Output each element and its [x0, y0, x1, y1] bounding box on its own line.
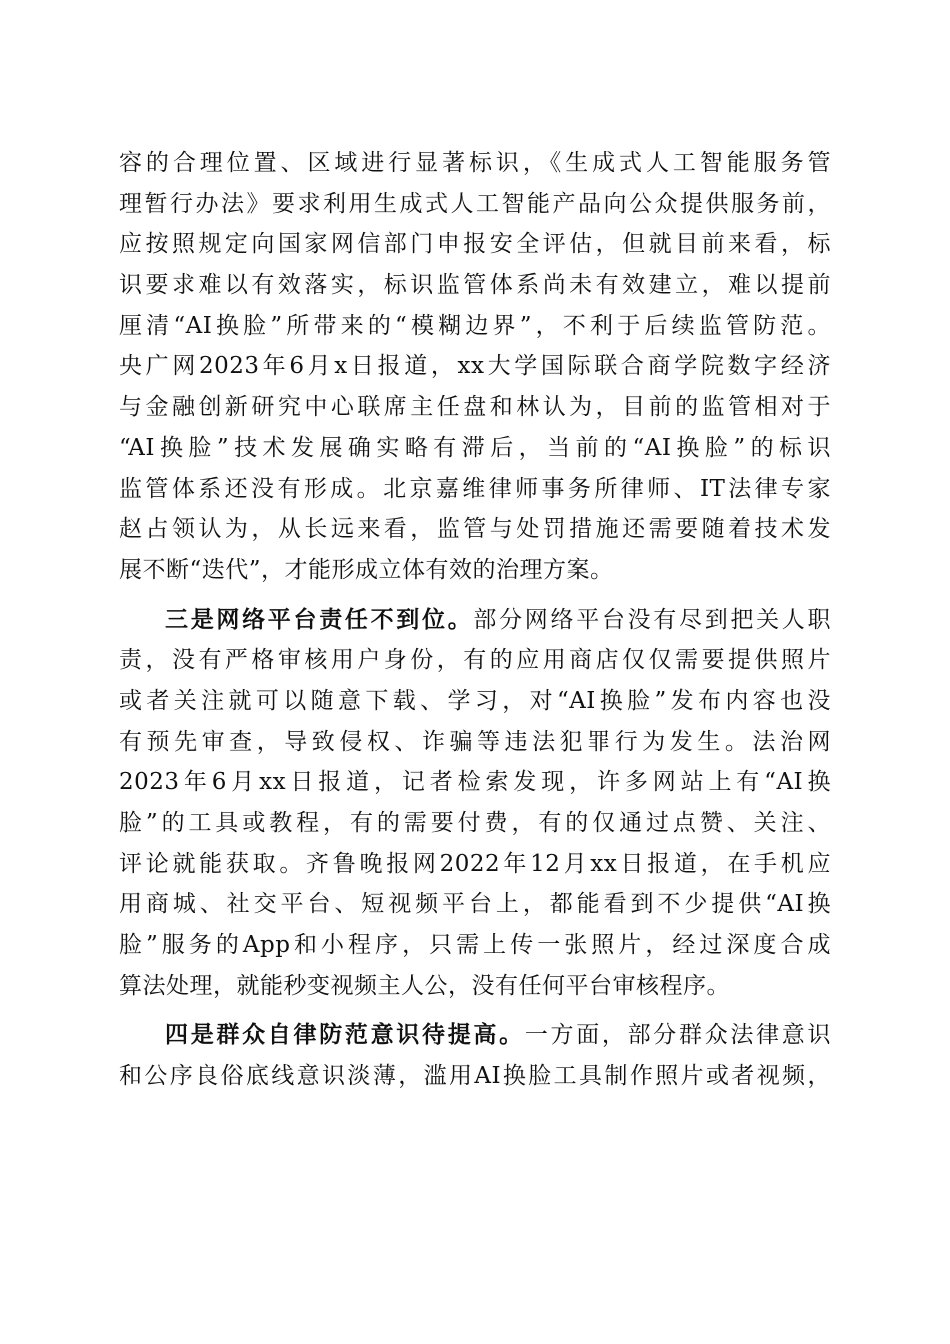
- paragraph-gap: [119, 1006, 831, 1015]
- text-line: 2023年6月xx日报道，记者检索发现，许多网站上有“AI换: [119, 769, 831, 796]
- text-line: 监管体系还没有形成。北京嘉维律师事务所律师、IT法律专家: [119, 475, 831, 502]
- text-line: 脸”服务的App和小程序，只需上传一张照片，经过深度合成: [119, 932, 831, 959]
- text-span: 一方面，部分群众法律意识: [524, 1022, 832, 1049]
- text-line: 或者关注就可以随意下载、学习，对“AI换脸”发布内容也没: [119, 687, 831, 714]
- text-line: 责，没有严格审核用户身份，有的应用商店仅仅需要提供照片: [119, 647, 831, 674]
- text-line: 评论就能获取。齐鲁晚报网2022年12月xx日报道，在手机应: [119, 850, 831, 877]
- paragraph-gap: [119, 591, 831, 600]
- text-line: 容的合理位置、区域进行显著标识，《生成式人工智能服务管: [119, 150, 831, 176]
- text-line: 赵占领认为，从长远来看，监管与处罚措施还需要随着技术发: [119, 516, 831, 543]
- text-line: 和公序良俗底线意识淡薄，滥用AI换脸工具制作照片或者视频，: [119, 1063, 831, 1090]
- text-line: 脸”的工具或教程，有的需要付费，有的仅通过点赞、关注、: [119, 810, 831, 836]
- section-heading: 四是群众自律防范意识待提高。: [165, 1021, 525, 1049]
- paragraph-platform-responsibility: [119, 600, 831, 1007]
- text-line-first: [119, 600, 831, 641]
- paragraph-regulation: [119, 143, 831, 591]
- text-line: 识要求难以有效落实，标识监管体系尚未有效建立，难以提前: [119, 272, 831, 299]
- paragraph-public-awareness: [119, 1015, 831, 1096]
- text-line: 用商城、社交平台、短视频平台上，都能看到不少提供“AI换: [119, 891, 831, 918]
- text-line: 展不断“迭代”，才能形成立体有效的治理方案。: [119, 556, 614, 583]
- document-page: [119, 143, 831, 1097]
- text-line: 应按照规定向国家网信部门申报安全评估，但就目前来看，标: [119, 231, 831, 258]
- text-line: 央广网2023年6月x日报道，xx大学国际联合商学院数字经济: [119, 353, 831, 380]
- text-line: 厘清“AI换脸”所带来的“模糊边界”，不利于后续监管防范。: [119, 312, 831, 339]
- text-span: 部分网络平台没有尽到把关人职: [473, 606, 832, 633]
- text-line: 算法处理，就能秒变视频主人公，没有任何平台审核程序。: [119, 972, 730, 999]
- section-heading: 三是网络平台责任不到位。: [165, 605, 474, 633]
- text-line: 理暂行办法》要求利用生成式人工智能产品向公众提供服务前，: [119, 190, 831, 217]
- text-line: 有预先审查，导致侵权、诈骗等违法犯罪行为发生。法治网: [119, 728, 831, 755]
- text-line: 与金融创新研究中心联席主任盘和林认为，目前的监管相对于: [119, 394, 831, 421]
- text-line: “AI换脸”技术发展确实略有滞后，当前的“AI换脸”的标识: [119, 434, 831, 461]
- text-line-first: [119, 1015, 831, 1056]
